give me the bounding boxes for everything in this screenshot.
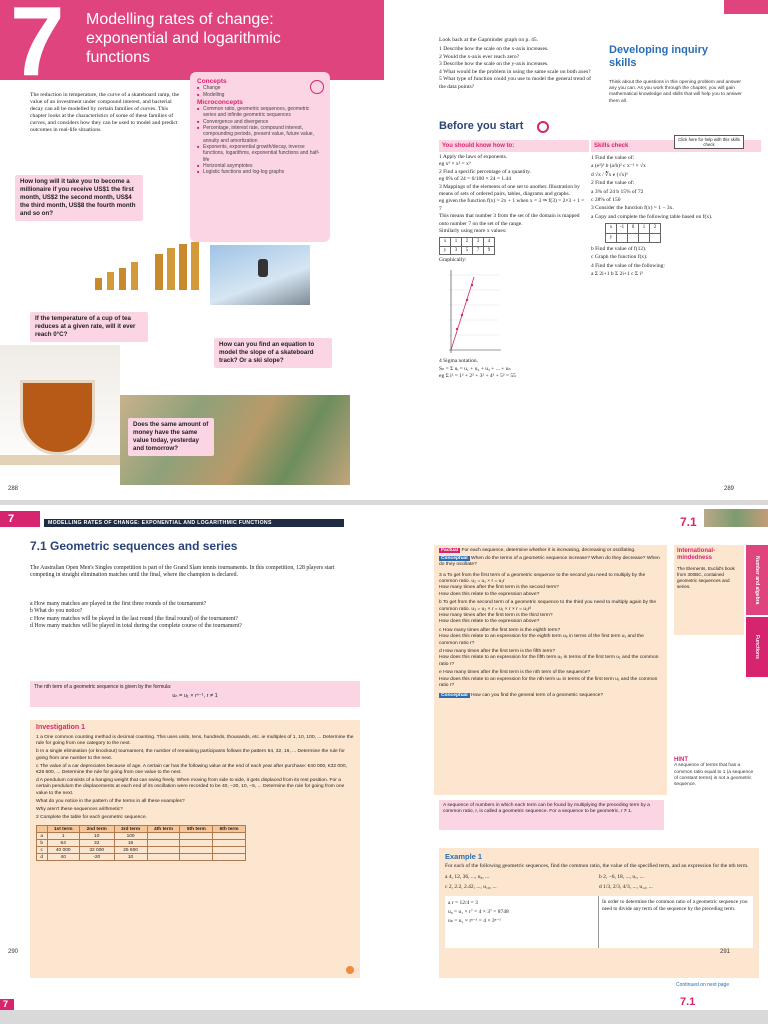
skill-item: c Graph the function f(x). <box>591 254 648 261</box>
know-item: 4 Sigma notation. <box>439 358 478 365</box>
know-item: eg given the function f(x) = 2x + 1 when x = 3 ⇒ f(3) = 2×3 + 1 = 7 <box>439 198 585 212</box>
example-item: b 2, −6, 18, ..., u₇, ... <box>599 874 644 880</box>
know-item: eg 6% of 24 = 6/100 × 24 = 1.44 <box>439 176 511 183</box>
page-number: 291 <box>720 949 731 956</box>
solution-working <box>445 896 599 948</box>
section-title: 7.1 Geometric sequences and series <box>30 539 238 553</box>
corner-tab <box>724 0 768 14</box>
step: How does this relate to an expression for the fifth term u₅ in terms of the first term u₁ and the common ratio r? <box>439 655 659 667</box>
you-should-know-content <box>439 154 587 380</box>
example-item: a 4, 12, 36, ..., u₈, ... <box>445 874 490 880</box>
skill-item: b Find the value of f(12). <box>591 246 647 253</box>
skill-item: a (e²)³ b (a/b)² c x⁻² × √x <box>591 163 646 170</box>
section-intro: The Australian Open Men's Singles competition is part of the Grand Slam tennis tournaments. In this competition, 128 players start competing in straight elimination matches until the final, where the champion is declared. <box>30 565 335 579</box>
microconcept-item: ■ Common ratio, geometric sequences, geometric series and infinite geometric sequences <box>197 106 323 119</box>
factual-tag: Factual <box>441 548 459 553</box>
nth-term-formula: uₙ = u₁ × rⁿ⁻¹, r ≠ 1 <box>172 693 218 699</box>
steps-list <box>439 573 662 690</box>
conceptual-text: How can you find the general term of a geometric sequence? <box>471 692 604 698</box>
solution-line: u₈ = u₁ × r⁷ = 4 × 3⁷ = 8748 <box>448 909 509 915</box>
intl-title: International-mindedness <box>677 548 716 561</box>
skill-item: a Copy and complete the following table based on f(x). <box>591 213 713 220</box>
microconcept-item: ■ Logistic functions and log-log graphs <box>197 169 323 175</box>
microconcept-item: ■ Exponents, exponential growth/decay, inverse functions, logarithms, exponential functions and half-life <box>197 144 323 163</box>
continued-link[interactable]: Continued on next page <box>676 982 730 988</box>
page-number: 290 <box>8 949 19 956</box>
intro-q: b What do you notice? <box>30 608 83 615</box>
phone-icon <box>310 80 324 94</box>
step: How does this relate to the expression above? <box>439 591 540 597</box>
developing-inquiry-text: Think about the questions in this opening problem and answer any you can. As you work through the chapter, you will gain mathematical knowledge and skills that will help you to answer them all. <box>609 80 742 104</box>
know-item: eg Σ i² = 1² + 2² + 3² + 4² + 5² = 55 <box>439 372 516 379</box>
inv-item: Why aren't these sequences arithmetic? <box>36 807 123 813</box>
intl-text: The Elements, Euclid's book from 300BC, contained geometric sequences and series. <box>677 566 735 589</box>
example-item: d 1/3, 2/3, 4/3, ..., u₁₂, ... <box>599 884 653 890</box>
inv-item: b In a single elimination (or knockout) tournament, the number of remaining participants follows the pattern 64, 32, 16, ... Determine the rule for going from one number to the next. <box>36 749 345 761</box>
function-table: x -1 0 1 2 y <box>605 223 661 243</box>
step: How does this relate to an expression for the eighth term u₈ in terms of the first term u₁ and the common ratio r? <box>439 634 644 646</box>
concept-item: ■ Change <box>197 85 323 91</box>
before-you-start-title: Before you start <box>439 120 524 132</box>
concepts-box <box>190 72 330 242</box>
page-289 <box>384 0 768 500</box>
conceptual-tag: Conceptual <box>441 556 468 562</box>
concept-item: ■ Modelling <box>197 92 323 98</box>
running-header: MODELLING RATES OF CHANGE: EXPONENTIAL AND LOGARITHMIC FUNCTIONS <box>44 519 344 527</box>
skateboarder-image <box>210 245 310 305</box>
step: b To get from the second term of a geometric sequence to the third you need to multiply again by the common ratio. u₃ = u₂ × r = u₁ × r × r = u₁r² <box>439 600 657 612</box>
chapter-title: Modelling rates of change: exponential and logarithmic functions <box>86 11 281 66</box>
tab-functions[interactable]: Functions <box>746 617 768 677</box>
chapter-number: 7 <box>10 0 65 96</box>
investigation-box <box>30 720 360 978</box>
gapminder-q: 1 Describe how the scale on the x-axis increases. <box>439 46 549 52</box>
skill-item: 2 Find the value of: <box>591 180 635 187</box>
example-item: c 2, 2.2, 2.42, ..., u₁₀, ... <box>445 884 497 890</box>
step: How many times after the first term is the third term? <box>439 613 553 619</box>
continue-arrow-icon <box>346 966 354 974</box>
skill-item: 1 Find the value of: <box>591 155 635 161</box>
know-item: Similarly using more x values: <box>439 228 507 235</box>
developing-inquiry-title: Developing inquiry skills <box>609 44 709 69</box>
page-288 <box>0 0 384 500</box>
table-row: b 64 32 16 <box>37 840 246 847</box>
linear-graph <box>439 265 509 355</box>
investigation-table: 1st term 2nd term 3rd term 4th term 5th term 6th term a 1 10 100 b 64 32 16 c 40 000 32 000 25 600 d 40 -20 10 <box>36 825 246 861</box>
example-box <box>439 848 759 978</box>
question-tea: If the temperature of a cup of tea reduces at a given rate, will it ever reach 0°C? <box>30 312 148 342</box>
know-item: eg x³ × x² = x⁵ <box>439 161 471 168</box>
intro-questions <box>30 601 350 631</box>
definition-box: A sequence of numbers in which each term can be found by multiplying the preceding term by a common ratio, r, is called a geometric sequence. For a sequence to be geometric, r ≠ 1. <box>439 800 664 830</box>
example-title: Example 1 <box>445 852 483 861</box>
coin-stacks-image <box>95 240 225 290</box>
gapminder-intro: Look back at the Gapminder graph on p. 45. <box>439 37 539 43</box>
microconcept-item: ■ Percentage, interest rate, compound interest, compounding periods, present value, future value, annuity and amortization <box>197 125 323 144</box>
step: c How many times after the first term is the eighth term? <box>439 627 561 633</box>
table-row: d 40 -20 10 <box>37 854 246 861</box>
step: d How many times after the first term is the fifth term? <box>439 649 556 655</box>
nth-term-box <box>30 681 360 707</box>
step: How many times after the first term is the second term? <box>439 585 559 591</box>
next-section-number: 7.1 <box>680 996 696 1008</box>
solution-panel <box>445 896 753 948</box>
refresh-icon <box>537 121 549 133</box>
hint-box <box>674 757 754 837</box>
hint-text: A sequence of terms that has a common ratio equal to 1 (a sequence of constant terms) is not a geometric sequence. <box>674 763 754 788</box>
skill-item: 3 Consider the function f(x) = 1 − 3x. <box>591 205 674 212</box>
help-link-button[interactable]: Click here for help with this skills check <box>674 135 744 149</box>
step: 3 a To get from the first term of a geometric sequence to the second you need to multiply by the common ratio. u₂ = u₁ × r = u₁r <box>439 572 646 585</box>
mapping-table: x 1 2 3 4 y 3 5 7 9 <box>439 237 495 255</box>
tab-number-and-algebra[interactable]: Number and algebra <box>746 545 768 615</box>
page-number: 288 <box>8 486 19 492</box>
conceptual-tag: Conceptual <box>441 692 468 698</box>
example-items <box>445 872 753 892</box>
inquiry-box <box>434 545 667 795</box>
intro-q: a How many matches are played in the first three rounds of the tournament? <box>30 601 207 607</box>
skill-item: a Σ 2i+1 b Σ 2i+1 c Σ i³ <box>591 271 643 278</box>
solution-line: uₙ = u₁ × rⁿ⁻¹ = 4 × 3ⁿ⁻¹ <box>448 918 501 924</box>
skill-item: c 28% of 150 <box>591 197 621 204</box>
concepts-heading: Concepts <box>197 78 227 85</box>
know-item: 1 Apply the laws of exponents. <box>439 154 508 160</box>
question-money: Does the same amount of money have the same value today, yesterday and tomorrow? <box>128 418 214 456</box>
gapminder-q: 5 What type of function could you use to model the general trend of the data points? <box>439 76 591 90</box>
conceptual-text: When do the terms of a geometric sequence increase? When do they decrease? When do they oscillate? <box>439 556 660 568</box>
hint-title: HINT <box>674 757 688 763</box>
know-item: 3 Mappings of the elements of one set to another. Illustration by means of sets of ordered pairs, tables, diagrams and graphs. <box>439 183 580 198</box>
know-item: 2 Find a specific percentage of a quantity. <box>439 168 531 175</box>
page-290 <box>0 505 384 1010</box>
inv-item: d A pendulum consists of a hanging weight that can swing freely. When moving from side to side, it gets displaced from its rest position. For a certain pendulum the displacements at each end of its oscillation were recorded to be 40, −20, 10, −5, ... Determine the rule for going from one value to the next. <box>36 778 345 796</box>
you-should-know-header: You should know how to: <box>439 140 589 152</box>
investigation-title: Investigation 1 <box>36 724 86 731</box>
inv-item: c The value of a car depreciates because of age. A certain car has the following value at the end of each year after purchase: €40 000, €32 000, €25 600, ... Determine the rule for going from one value to the next. <box>36 763 347 776</box>
gapminder-q: 4 What would be the problem in using the same scale on both axes? <box>439 68 591 75</box>
know-item: Sₙ = Σ uᵢ = u₁ + u₂ + u₃ + ... + uₙ <box>439 365 511 372</box>
solution-note: In order to determine the common ratio of a geometric sequence you need to divide any term of the sequence by the preceding term. <box>602 899 748 912</box>
gapminder-questions <box>439 46 594 92</box>
step: How does this relate to the expression above? <box>439 619 540 625</box>
next-chapter-chip: 7 <box>0 999 14 1010</box>
table-row: c 40 000 32 000 25 600 <box>37 847 246 854</box>
chapter-chip: 7 <box>0 511 40 527</box>
page-number: 289 <box>724 486 735 492</box>
intro-q: d How many matches will be played in total during the complete course of the tournament? <box>30 623 243 630</box>
skill-item: d √x / ∛x e (√x)³ <box>591 171 628 178</box>
know-item: This means that number 3 from the set of the domain is mapped onto number 7 on the set of the range. <box>439 213 580 227</box>
table-row: a 1 10 100 <box>37 833 246 840</box>
skill-item: 4 Find the value of the following: <box>591 262 665 269</box>
gapminder-q: 3 Describe how the scale on the y-axis increases. <box>439 61 549 68</box>
skills-check-content <box>591 154 761 279</box>
intro-q: c How many matches will be played in the last round (the final round) of the tournament? <box>30 615 238 622</box>
example-intro: For each of the following geometric sequences, find the common ratio, the value of the specified term, and an expression for the nth term. <box>445 863 749 869</box>
question-skateboard: How can you find an equation to model the slope of a skateboard track? Or a ski slope? <box>214 338 332 368</box>
chapter-intro: The reduction in temperature, the curve of a skateboard ramp, the value of an investment under compound interest, and bacterial decay can all be modelled by certain families of curves. This chapter looks at the characteristics of some of these families of curves, and considers how they can be used to model and predict outcomes in real-life situations. <box>30 92 180 133</box>
factual-text: For each sequence, determine whether it is increasing, decreasing or oscillating. <box>461 548 636 553</box>
nth-term-text: The nth term of a geometric sequence is given by the formula: <box>34 684 172 690</box>
gapminder-q: 2 Would the x-axis ever reach zero? <box>439 53 520 60</box>
banknote-strip-image <box>704 509 768 527</box>
skill-item: a 3% of 24 b 15% of 72 <box>591 188 644 195</box>
page-291 <box>384 505 768 1010</box>
step: How does this relate to an expression for the nth term uₙ in terms of the first term u₁ and the common ratio r? <box>439 676 658 689</box>
question-millionaire: How long will it take you to become a millionaire if you receive US$1 the first month, US$2 the second month, US$4 the third month, US$8 the fourth month and so on? <box>15 175 143 221</box>
know-item: Graphically: <box>439 257 467 264</box>
microconcepts-heading: Microconcepts <box>197 98 243 106</box>
solution-line: a r = 12/4 = 3 <box>448 900 478 906</box>
section-number: 7.1 <box>680 515 697 529</box>
skills-check-header: Skills check <box>591 140 761 152</box>
step: e How many times after the first term is the nth term of the sequence? <box>439 670 591 676</box>
microconcept-item: ■ Convergence and divergence <box>197 119 323 125</box>
inv-item: 2 Complete the table for each geometric sequence. <box>36 815 147 821</box>
international-mindedness-box <box>674 545 744 635</box>
microconcept-item: ■ Horizontal asymptotes <box>197 163 323 169</box>
inv-item: What do you notice in the pattern of the terms in all these examples? <box>36 798 185 804</box>
inv-item: 1 a One common counting method is decimal counting. This uses units, tens, hundreds, thousands, etc. ie multiples of 1, 10, 100, ... Determine the rule for going from one category to the next. <box>36 735 354 747</box>
tea-cup-image <box>0 345 120 480</box>
